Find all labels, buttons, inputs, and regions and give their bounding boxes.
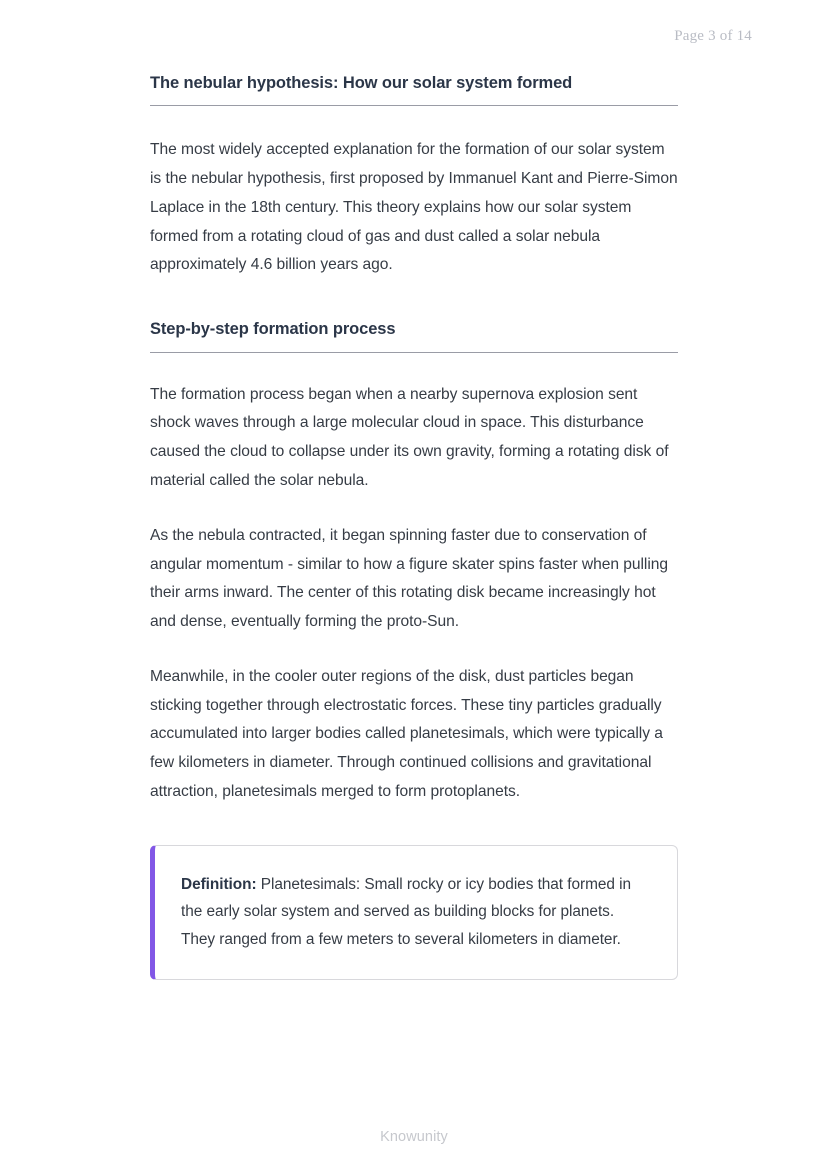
paragraph: As the nebula contracted, it began spinning faster due to conservation of angular momentum - similar to how a figure skater spins faster when pulling their arms inward. The center of this rotating disk became increasingly hot and dense, eventually forming the proto-Sun. [150,526,669,631]
section-heading-nebular-hypothesis: The nebular hypothesis: How our solar system formed [150,72,678,106]
definition-callout [150,845,678,980]
paragraph: Meanwhile, in the cooler outer regions of the disk, dust particles began sticking together through electrostatic forces. These tiny particles gradually accumulated into larger bodies called planetesimals, which were typically a few kilometers in diameter. Through continued collisions and gravitational attraction, planetesimals merged to form protoplanets. [150,667,663,801]
document-content [150,72,678,980]
footer-brand: Knowunity [380,1129,448,1145]
section-one [150,72,678,106]
section-heading-formation-process: Step-by-step formation process [150,318,678,352]
definition-text: Planetesimals: Small rocky or icy bodies that formed in the early solar system and served as building blocks for planets. They ranged from a few meters to several kilometers in diameter. [181,875,631,948]
paragraph: The most widely accepted explanation for the formation of our solar system is the nebular hypothesis, first proposed by Immanuel Kant and Pierre-Simon Laplace in the 18th century. This theory explains how our solar system formed from a rotating cloud of gas and dust called a solar nebula approximately 4.6 billion years ago. [150,141,678,274]
paragraph: The formation process began when a nearby supernova explosion sent shock waves through a large molecular cloud in space. This disturbance caused the cloud to collapse under its own gravity, forming a rotating disk of material called the solar nebula. [150,385,669,489]
definition-callout-body [181,871,651,953]
definition-label: Definition: [181,875,257,893]
page-indicator: Page 3 of 14 [674,28,752,44]
section-two [150,318,678,352]
